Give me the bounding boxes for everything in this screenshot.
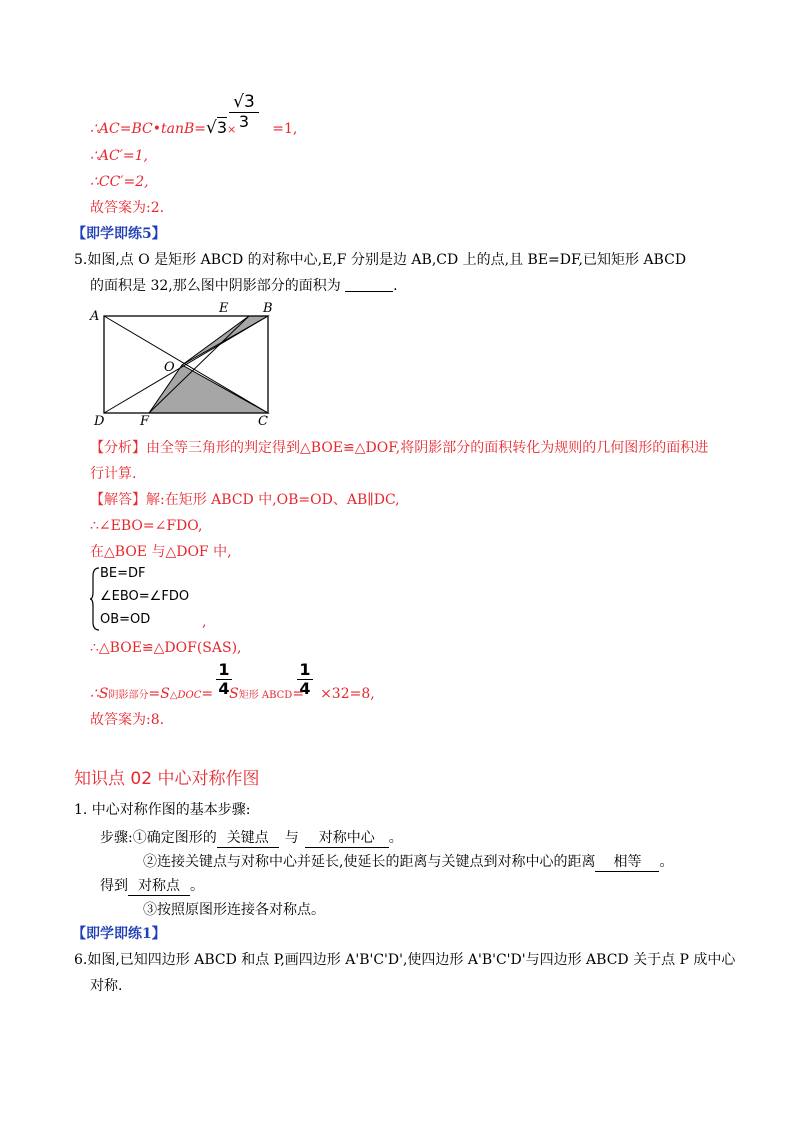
step-1: [100, 828, 403, 848]
step-text: ②连接关键点与对称中心并延长,使延长的距离与关键点到对称中心的距离: [143, 854, 596, 870]
label-e: E: [219, 301, 229, 316]
fill-blank-equal: 相等: [595, 853, 659, 872]
rectangle-figure: [86, 298, 282, 426]
area-equals-2: =: [292, 686, 305, 702]
area-result: ×32=8,: [320, 686, 375, 702]
label-c: C: [258, 414, 268, 426]
step-3: ③按照原图形连接各对称点。: [143, 902, 325, 918]
question-period: .: [393, 278, 398, 294]
fill-blank-keypoint: 关键点: [217, 829, 279, 848]
step-text: 步骤:①确定图形的: [100, 830, 217, 846]
question-text: 的面积是 32,那么图中阴影部分的面积为: [90, 278, 341, 294]
solution-line4: ∴△BOE≌△DOF(SAS),: [90, 640, 242, 656]
solution-line2: ∴∠EBO=∠FDO,: [90, 518, 203, 534]
fraction-numerator: 1: [299, 660, 311, 679]
question-5-line1: 5.如图,点 O 是矩形 ABCD 的对称中心,E,F 分别是边 AB,CD 上的点,且 BE=DF,已知矩形 ABCD: [74, 252, 687, 268]
step-2-continued: [100, 876, 204, 896]
answer-line: 故答案为:2.: [90, 200, 165, 216]
step-period: 。: [659, 854, 674, 870]
analysis-line2: 行计算.: [90, 466, 137, 482]
question-6-line1: 6.如图,已知四边形 ABCD 和点 P,画四边形 A'B'C'D',使四边形 A'B'C'D'与四边形 ABCD 关于点 P 成中心: [74, 952, 736, 968]
solution-line1: 【解答】解:在矩形 ABCD 中,OB=OD、AB∥DC,: [90, 492, 400, 508]
area-equals: =: [201, 686, 214, 702]
line-suffix: =1,: [272, 121, 298, 137]
area-equals-s: =S: [148, 686, 170, 702]
question-5-line2: [90, 276, 398, 296]
label-d: D: [94, 414, 105, 426]
question-6-line2: 对称.: [90, 978, 123, 994]
line-prefix: ∴AC=BC•tanB=: [90, 121, 206, 137]
section-heading: 知识点 02 中心对称作图: [74, 769, 260, 789]
answer-line-8: 故答案为:8.: [90, 712, 165, 728]
sqrt-radicand: 3: [216, 118, 228, 137]
area-subscript-rect: 矩形 ABCD: [238, 690, 293, 701]
fill-blank-symmetric-point: 对称点: [128, 877, 190, 896]
fraction-denominator: 4: [299, 679, 311, 698]
system-equation-3: OB=OD: [100, 612, 151, 627]
fraction-denominator: 3: [238, 112, 250, 131]
solution-line-cc-prime: ∴CC′=2,: [90, 174, 149, 190]
steps-intro: 1. 中心对称作图的基本步骤:: [74, 802, 251, 818]
area-calculation-line: [90, 684, 375, 706]
fraction-numerator: √3: [233, 92, 255, 112]
solution-line-ac: [90, 118, 297, 140]
area-subscript-shaded: 阴影部分: [108, 690, 149, 701]
step-text-and: 与: [284, 830, 299, 846]
sqrt-symbol: √: [206, 118, 217, 138]
area-s: ∴S: [90, 686, 109, 702]
label-f: F: [140, 414, 150, 426]
practice-tag: 【即学即练5】: [72, 226, 166, 242]
system-comma: ,: [202, 614, 207, 630]
area-s-rect: S: [229, 686, 239, 702]
label-a: A: [90, 309, 100, 324]
step-period: 。: [388, 830, 403, 846]
step-text: 得到: [100, 878, 128, 894]
system-equation-2: ∠EBO=∠FDO: [100, 589, 190, 604]
step-period: 。: [190, 878, 204, 894]
answer-blank: [345, 277, 393, 292]
area-subscript-doc: △DOC: [169, 690, 202, 701]
fill-blank-center: 对称中心: [305, 829, 389, 848]
fraction-numerator: 1: [218, 660, 230, 679]
fraction-denominator: 4: [218, 679, 230, 698]
label-o: O: [164, 360, 175, 375]
solution-line-ac-prime: ∴AC′=1,: [90, 148, 148, 164]
label-b: B: [263, 301, 273, 316]
practice-tag-1: 【即学即练1】: [72, 926, 166, 942]
step-2: [143, 852, 673, 872]
times-sign: ×: [227, 123, 237, 136]
analysis-line1: 【分析】由全等三角形的判定得到△BOE≌△DOF,将阴影部分的面积转化为规则的几何图形的面积进: [90, 440, 709, 456]
system-equation-1: BE=DF: [100, 566, 146, 581]
solution-line3: 在△BOE 与△DOF 中,: [90, 544, 232, 560]
